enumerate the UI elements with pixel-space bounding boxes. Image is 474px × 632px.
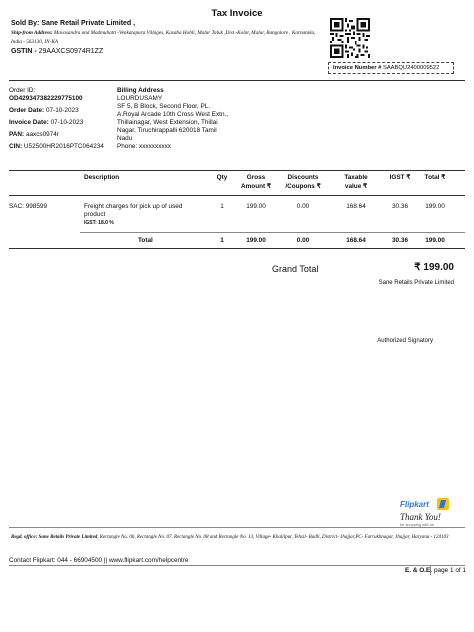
registered-office <box>11 532 461 544</box>
footer-top-rule <box>9 527 465 528</box>
regd-address: , Rectangle No. 06, Rectangle No. 07, Rectangle No. 08 and Rectangle No. 13, Village- Khalilpur, Tehsil- Badli, District- Jhajjar,PC- Farrukhnagar, Jhajjar, Haryana - 124103 <box>97 535 449 540</box>
cin-value: U52500HR2016PTC064234 <box>23 143 104 150</box>
pan-value: aaxcs0974r <box>25 131 59 138</box>
ship-from-address <box>11 29 323 46</box>
invoice-number-label: Invoice Number # <box>333 65 382 71</box>
order-id-label: Order ID: <box>9 87 36 94</box>
gstin <box>11 48 103 55</box>
table-header-rule <box>9 195 465 196</box>
order-id-value: OD429347382229775100 <box>9 95 83 102</box>
order-date-value: 07-10-2023 <box>45 107 79 114</box>
item-gross: 199.00 <box>246 203 266 210</box>
invoice-date-value: 07-10-2023 <box>50 119 84 126</box>
thank-you-tagline: for shopping with us <box>400 523 434 527</box>
order-date-label: Order Date: <box>9 107 45 114</box>
col-taxable-line1: Taxable <box>344 174 368 181</box>
total-taxable: 168.64 <box>346 237 366 244</box>
table-top-rule <box>9 170 465 171</box>
item-igst-note: IGST: 18.0 % <box>84 220 114 226</box>
item-taxable: 168.64 <box>346 203 366 210</box>
authorized-signatory: Authorized Signatory <box>377 338 433 344</box>
order-details <box>9 87 114 155</box>
grand-total-value: ₹ 199.00 <box>414 262 454 273</box>
eoe-label: E. & O.E. <box>405 567 432 574</box>
col-gross-line2: Amount ₹ <box>241 183 271 190</box>
billing-heading: Billing Address <box>117 87 164 94</box>
ship-from-label: Ship-from Address: <box>11 30 53 36</box>
billing-address-text: SF 5, B Block, Second Floor, PL. A.Royal Arcade 10th Cross West Extn., Thillainagar, West Extension, Thillai Nagar, Tiruchirappalli 620018 Tamil Nadu <box>117 103 229 142</box>
total-total: 199.00 <box>425 237 445 244</box>
gstin-label: GSTIN - <box>11 48 37 55</box>
flipkart-branding <box>400 500 460 527</box>
col-discounts <box>280 173 326 191</box>
document-title: Tax Invoice <box>211 8 263 19</box>
sold-by: Sold By: Sane Retail Private Limited , <box>11 20 136 27</box>
qr-code <box>330 18 370 58</box>
seller-name: Sane Retails Private Limited <box>378 280 454 286</box>
regd-label: Regd. office: <box>11 535 38 540</box>
col-taxable-line2: value ₹ <box>344 183 368 190</box>
col-description: Description <box>84 174 120 181</box>
total-igst: 30.36 <box>392 237 408 244</box>
total-gross: 199.00 <box>246 237 266 244</box>
table-totals-rule <box>80 232 465 233</box>
item-total: 199.00 <box>425 203 445 210</box>
flipkart-bag-icon <box>437 498 449 510</box>
col-igst: IGST ₹ <box>389 174 411 181</box>
ship-from-value: Mavasandra and Madmuhatti -Venkatapura Villages, Kasaba Hobli, Malur Taluk ,Dist -Kolar, Malur, Bangalore , Karnataka, India - 563130, IN-KA <box>11 30 316 45</box>
table-bottom-rule <box>9 248 465 249</box>
col-qty: Qty <box>216 174 228 181</box>
item-discount: 0.00 <box>296 203 310 210</box>
item-description: Freight charges for pick up of used product <box>84 203 183 218</box>
total-qty: 1 <box>220 237 224 244</box>
col-taxable <box>338 173 374 191</box>
total-label: Total <box>138 237 153 244</box>
col-total: Total ₹ <box>424 174 446 181</box>
item-sac: SAC: 998599 <box>9 203 48 210</box>
footer-bottom-rule <box>9 565 465 566</box>
total-discount: 0.00 <box>296 237 310 244</box>
footer-separator <box>430 566 431 575</box>
col-discounts-line2: /Coupons ₹ <box>285 183 321 190</box>
billing-phone: Phone: xxxxxxxxxx <box>117 143 171 150</box>
page-indicator: page 1 of 1 <box>434 567 466 574</box>
invoice-number-box <box>328 62 454 74</box>
invoice-number-value: SAABQU2400009522 <box>382 65 440 71</box>
gstin-value: 29AAXCS0974R1ZZ <box>38 48 104 55</box>
item-qty: 1 <box>220 203 224 210</box>
billing-address <box>117 87 229 151</box>
grand-total-label: Grand Total <box>272 264 319 274</box>
thank-you-text: Thank You! <box>400 512 441 522</box>
invoice-date-label: Invoice Date: <box>9 119 49 126</box>
regd-company: Sane Retails Private Limited <box>38 535 98 540</box>
col-gross <box>238 173 274 191</box>
pan-label: PAN: <box>9 131 25 138</box>
col-discounts-line1: Discounts <box>287 174 319 181</box>
contact-line: Contact Flipkart: 044 - 66904500 || www.flipkart.com/helpcentre <box>9 557 189 564</box>
col-gross-line1: Gross <box>246 174 266 181</box>
header-divider <box>9 80 465 81</box>
item-igst: 30.36 <box>392 203 408 210</box>
billing-name: LOURDUSAMY <box>117 95 163 102</box>
flipkart-logo-text: Flipkart <box>400 500 429 509</box>
cin-label: CIN: <box>9 143 23 150</box>
